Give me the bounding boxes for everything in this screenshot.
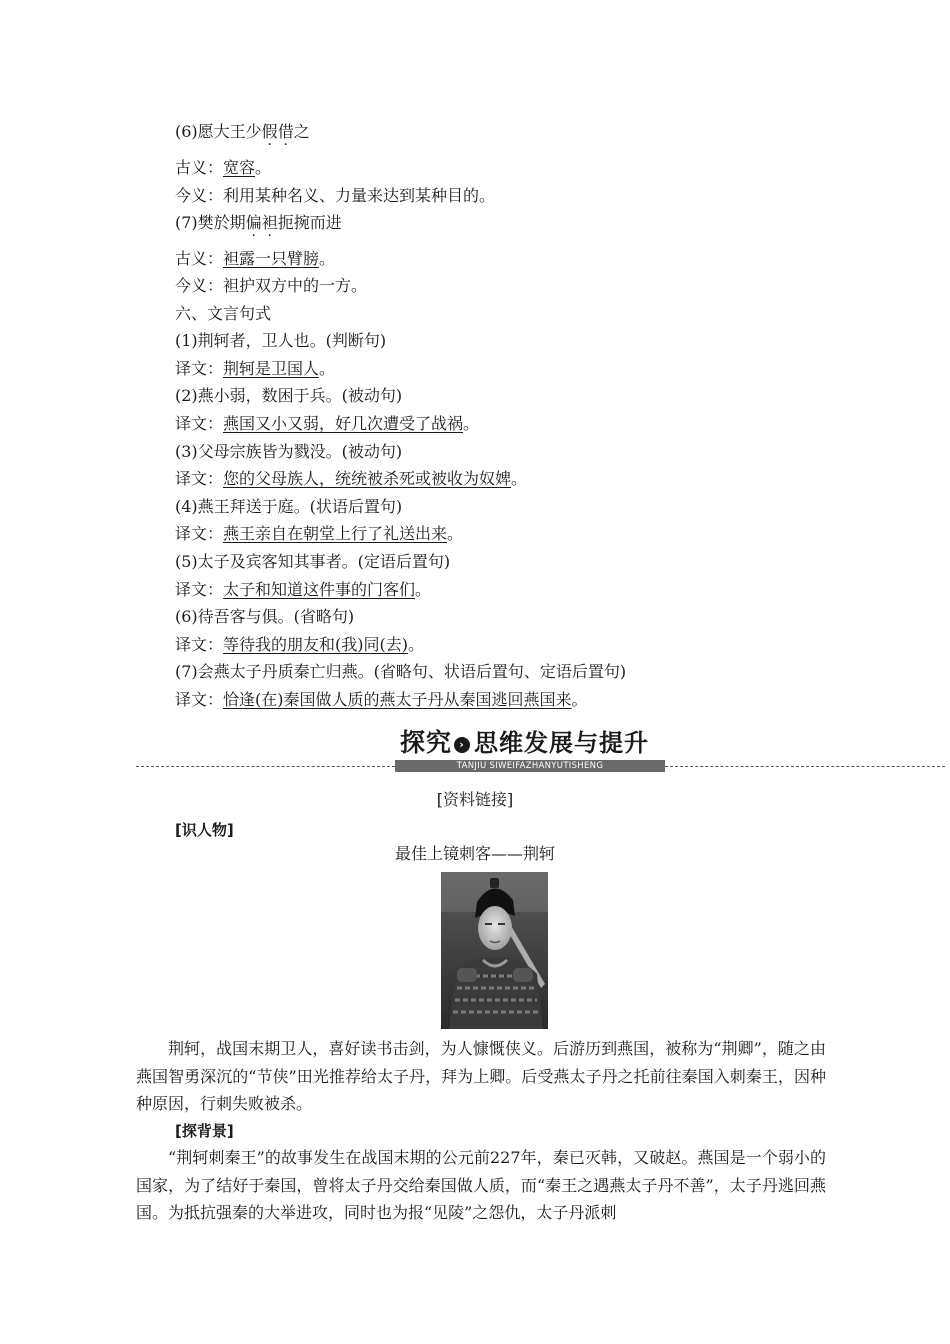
line-text: (1)荆轲者，卫人也。(判断句) xyxy=(175,331,387,350)
underlined-answer: 您的父母族人，统统被杀死或被收为奴婢 xyxy=(223,469,512,488)
line-text: (3)父母宗族皆为戮没。(被动句) xyxy=(175,442,403,461)
translation-line xyxy=(175,469,527,489)
sentence-line xyxy=(175,497,402,517)
section-heading xyxy=(175,304,271,324)
example-sentence-7 xyxy=(175,213,342,233)
banner-title xyxy=(400,726,649,760)
line-text: (7)会燕太子丹质秦亡归燕。(省略句、状语后置句、定语后置句) xyxy=(175,662,627,681)
line-end: 。 xyxy=(511,469,528,488)
section-banner xyxy=(0,726,950,776)
line-label: 译文： xyxy=(175,690,224,709)
translation-line xyxy=(175,414,479,434)
translation-line xyxy=(175,690,588,710)
line-text: (6)待吾客与俱。(省略句) xyxy=(175,607,355,626)
underlined-answer: 燕国又小又弱，好几次遭受了战祸 xyxy=(223,414,464,433)
line-label: 译文： xyxy=(175,524,224,543)
line-label: 古义： xyxy=(175,249,224,268)
portrait-photo xyxy=(441,872,548,1029)
banner-pinyin: TANJIU SIWEIFAZHANYUTISHENG xyxy=(395,760,665,772)
line-end: 。 xyxy=(415,580,432,599)
sentence-line xyxy=(175,331,386,351)
line-end: 。 xyxy=(571,690,588,709)
sentence-text: (7)樊於期 xyxy=(175,213,246,232)
line-label: 译文： xyxy=(175,359,224,378)
modern-meaning-line xyxy=(175,186,495,206)
translation-line xyxy=(175,580,431,600)
banner-title-sub: 思维发展与提升 xyxy=(474,729,650,757)
sentence-line xyxy=(175,386,402,406)
line-end: 。 xyxy=(408,635,425,654)
sentence-line xyxy=(175,442,402,462)
dotted-character: 袒 xyxy=(261,213,278,232)
section-tag-background: [探背景] xyxy=(175,1122,234,1140)
line-label: 译文： xyxy=(175,635,224,654)
line-label: 译文： xyxy=(175,580,224,599)
section-tag-person: [识人物] xyxy=(175,821,234,839)
line-end: 。 xyxy=(463,414,480,433)
dotted-character: 假 xyxy=(261,122,278,141)
line-end: 。 xyxy=(255,158,272,177)
ancient-meaning-line xyxy=(175,249,335,269)
translation-line xyxy=(175,524,463,544)
underlined-answer: 太子和知道这件事的门客们 xyxy=(223,580,416,599)
line-text: 六、文言句式 xyxy=(175,304,272,323)
sentence-line xyxy=(175,662,626,682)
sentence-text: (6)愿大王少 xyxy=(175,122,262,141)
arrow-right-icon: › xyxy=(454,737,470,753)
line-end: 。 xyxy=(447,524,464,543)
line-text: 利用某种名义、力量来达到某种目的。 xyxy=(223,186,496,205)
modern-meaning-line xyxy=(175,276,367,296)
line-end: 。 xyxy=(319,359,336,378)
dotted-character: 偏 xyxy=(245,213,262,232)
line-text: (2)燕小弱，数困于兵。(被动句) xyxy=(175,386,403,405)
dashed-divider-right xyxy=(665,766,945,767)
sentence-text: 之 xyxy=(293,122,310,141)
resource-link-heading: [资料链接] xyxy=(436,790,514,809)
underlined-answer: 燕王亲自在朝堂上行了礼送出来 xyxy=(223,524,448,543)
background-paragraph: “荆轲刺秦王”的故事发生在战国末期的公元前227年，秦已灭韩，又破赵。燕国是一个弱小的国家，为了结好于秦国，曾将太子丹交给秦国做人质，而“秦王之遇燕太子丹不善”，太子丹逃回燕国。为抵抗强秦的大举进攻，同时也为报“见陵”之怨仇，太子丹派刺 xyxy=(136,1148,826,1222)
line-label: 译文： xyxy=(175,414,224,433)
underlined-answer: 荆轲是卫国人 xyxy=(223,359,320,378)
sentence-text: 扼捥而进 xyxy=(277,213,342,232)
dashed-divider-left xyxy=(136,766,395,767)
line-label: 今义： xyxy=(175,186,224,205)
underlined-answer: 宽容 xyxy=(223,158,256,177)
sentence-line xyxy=(175,607,354,627)
underlined-answer: 恰逢(在)秦国做人质的燕太子丹从秦国逃回燕国来 xyxy=(223,690,572,709)
underlined-answer: 袒露一只臂膀 xyxy=(223,249,320,268)
ancient-meaning-line xyxy=(175,158,271,178)
translation-line xyxy=(175,635,424,655)
person-paragraph: 荆轲，战国末期卫人，喜好读书击剑，为人慷慨侠义。后游历到燕国，被称为“荆卿”，随之由燕国智勇深沉的“节侠”田光推荐给太子丹，拜为上卿。后受燕太子丹之托前往秦国入刺秦王，因种种原因，行刺失败被杀。 xyxy=(136,1039,826,1113)
banner-title-main: 探究 xyxy=(400,728,453,757)
dotted-character: 借 xyxy=(277,122,294,141)
line-end: 。 xyxy=(319,249,336,268)
underlined-answer: 等待我的朋友和(我)同(去) xyxy=(223,635,408,654)
translation-line xyxy=(175,359,335,379)
line-text: (5)太子及宾客知其事者。(定语后置句) xyxy=(175,552,451,571)
person-heading: 最佳上镜刺客——荆轲 xyxy=(394,844,555,863)
sentence-line xyxy=(175,552,450,572)
line-label: 今义： xyxy=(175,276,224,295)
line-text: 袒护双方中的一方。 xyxy=(223,276,368,295)
line-label: 古义： xyxy=(175,158,224,177)
example-sentence-6 xyxy=(175,122,310,142)
line-label: 译文： xyxy=(175,469,224,488)
line-text: (4)燕王拜送于庭。(状语后置句) xyxy=(175,497,403,516)
